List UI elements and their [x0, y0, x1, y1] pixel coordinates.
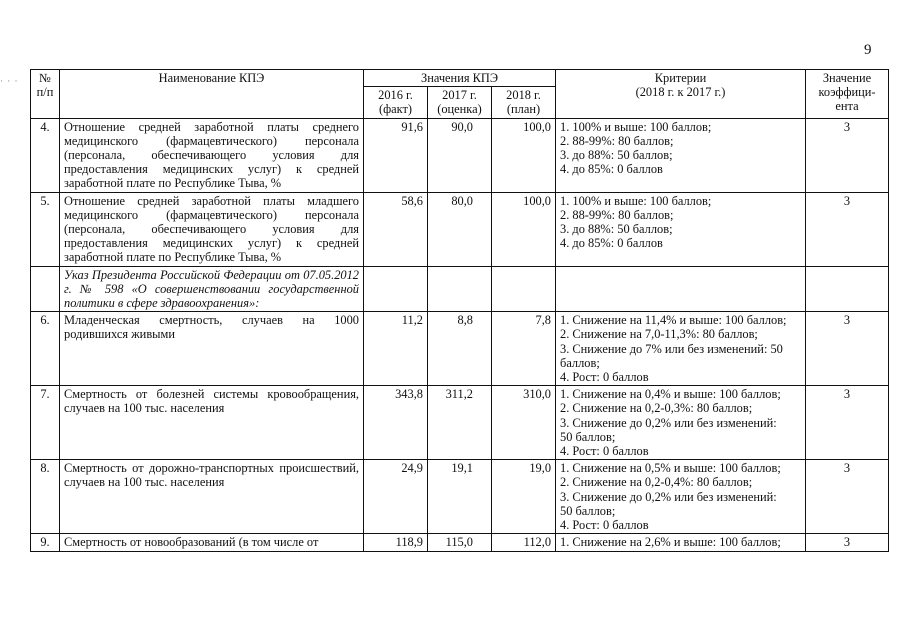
criteria-line: 1. 100% и выше: 100 баллов; — [560, 193, 712, 208]
value-2017: 115,0 — [428, 534, 492, 551]
kpe-table — [30, 69, 889, 552]
criteria-line: 3. до 88%: 50 баллов; — [560, 222, 673, 237]
coefficient: 3 — [806, 386, 889, 460]
criteria-line: 4. Рост: 0 баллов — [560, 518, 649, 533]
coefficient: 3 — [806, 460, 889, 534]
scan-artifact: · · · — [0, 76, 19, 86]
criteria — [556, 386, 806, 460]
criteria — [556, 460, 806, 534]
header-name: Наименование КПЭ — [60, 70, 364, 119]
table-row — [31, 118, 889, 192]
value-2017: 8,8 — [428, 312, 492, 386]
header-num: № п/п — [31, 70, 60, 119]
value-2017: 19,1 — [428, 460, 492, 534]
row-number: 5. — [31, 192, 60, 266]
value-2018 — [492, 266, 556, 312]
criteria-line: 4. до 85%: 0 баллов — [560, 236, 663, 251]
value-2017 — [428, 266, 492, 312]
criteria — [556, 266, 806, 312]
coefficient: 3 — [806, 312, 889, 386]
row-number — [31, 266, 60, 312]
header-coefficient: Значение коэффици- ента — [806, 70, 889, 119]
coefficient — [806, 266, 889, 312]
table-row — [31, 460, 889, 534]
value-2018: 100,0 — [492, 118, 556, 192]
criteria-line: 3. до 88%: 50 баллов; — [560, 148, 673, 163]
kpe-name: Отношение средней заработной платы младшего медицинского (фармацевтического) персонала (персонала, обеспечивающего условия для предоставления медицинских услуг) к средней заработной плате по Республике Тыва, % — [60, 192, 364, 266]
criteria-line: 1. 100% и выше: 100 баллов; — [560, 119, 712, 134]
table-row — [31, 386, 889, 460]
criteria-line: 2. Снижение на 7,0-11,3%: 80 баллов; — [560, 327, 758, 342]
table-row — [31, 534, 889, 551]
header-row — [31, 70, 889, 87]
value-2016 — [364, 266, 428, 312]
coefficient: 3 — [806, 118, 889, 192]
table-row — [31, 192, 889, 266]
value-2016: 24,9 — [364, 460, 428, 534]
row-number: 8. — [31, 460, 60, 534]
criteria-line: 1. Снижение на 0,4% и выше: 100 баллов; — [560, 387, 781, 402]
value-2018: 112,0 — [492, 534, 556, 551]
value-2016: 58,6 — [364, 192, 428, 266]
criteria — [556, 534, 806, 551]
row-number: 9. — [31, 534, 60, 551]
criteria-line: 2. 88-99%: 80 баллов; — [560, 133, 674, 148]
criteria-line: 3. Снижение до 0,2% или без изменений: — [560, 415, 777, 430]
header-2017: 2017 г. (оценка) — [428, 87, 492, 118]
criteria — [556, 192, 806, 266]
criteria-line: 4. Рост: 0 баллов — [560, 370, 649, 385]
value-2017: 80,0 — [428, 192, 492, 266]
criteria-line: 3. Снижение до 0,2% или без изменений: — [560, 489, 777, 504]
criteria-line: 1. Снижение на 0,5% и выше: 100 баллов; — [560, 461, 781, 476]
row-number: 4. — [31, 118, 60, 192]
value-2018: 310,0 — [492, 386, 556, 460]
criteria-line: 4. Рост: 0 баллов — [560, 444, 649, 459]
criteria-line: 1. Снижение на 2,6% и выше: 100 баллов; — [560, 535, 781, 550]
value-2018: 19,0 — [492, 460, 556, 534]
section-row — [31, 266, 889, 312]
value-2017: 311,2 — [428, 386, 492, 460]
coefficient: 3 — [806, 534, 889, 551]
criteria-line: баллов; — [560, 355, 600, 370]
criteria — [556, 118, 806, 192]
value-2016: 118,9 — [364, 534, 428, 551]
table-row — [31, 312, 889, 386]
value-2017: 90,0 — [428, 118, 492, 192]
criteria-line: 2. 88-99%: 80 баллов; — [560, 207, 674, 222]
criteria-line: 2. Снижение на 0,2-0,4%: 80 баллов; — [560, 475, 753, 490]
kpe-name: Смертность от дорожно-транспортных происшествий, случаев на 100 тыс. населения — [60, 460, 364, 534]
criteria-line: 2. Снижение на 0,2-0,3%: 80 баллов; — [560, 401, 753, 416]
header-criteria: Критерии (2018 г. к 2017 г.) — [556, 70, 806, 119]
value-2016: 343,8 — [364, 386, 428, 460]
kpe-name: Отношение средней заработной платы среднего медицинского (фармацевтического) персонала (персонала, обеспечивающего условия для предоставления медицинских услуг) к средней заработной плате по Республике Тыва, % — [60, 118, 364, 192]
coefficient: 3 — [806, 192, 889, 266]
criteria-line: 4. до 85%: 0 баллов — [560, 162, 663, 177]
kpe-name: Смертность от болезней системы кровообращения, случаев на 100 тыс. населения — [60, 386, 364, 460]
criteria-line: 50 баллов; — [560, 429, 616, 444]
value-2018: 7,8 — [492, 312, 556, 386]
header-values: Значения КПЭ — [364, 70, 556, 87]
decree-reference: Указ Президента Российской Федерации от 07.05.2012 г. № 598 «О совершенствовании государственной политики в сфере здравоохранения»: — [60, 266, 364, 312]
kpe-name: Смертность от новообразований (в том числе от — [60, 534, 364, 551]
row-number: 7. — [31, 386, 60, 460]
header-2018: 2018 г. (план) — [492, 87, 556, 118]
criteria-line: 50 баллов; — [560, 503, 616, 518]
criteria-line: 1. Снижение на 11,4% и выше: 100 баллов; — [560, 313, 787, 328]
value-2016: 11,2 — [364, 312, 428, 386]
kpe-name: Младенческая смертность, случаев на 1000 родившихся живыми — [60, 312, 364, 386]
header-2016: 2016 г. (факт) — [364, 87, 428, 118]
page-number: 9 — [864, 42, 872, 58]
criteria-line: 3. Снижение до 7% или без изменений: 50 — [560, 341, 783, 356]
row-number: 6. — [31, 312, 60, 386]
value-2016: 91,6 — [364, 118, 428, 192]
criteria — [556, 312, 806, 386]
value-2018: 100,0 — [492, 192, 556, 266]
